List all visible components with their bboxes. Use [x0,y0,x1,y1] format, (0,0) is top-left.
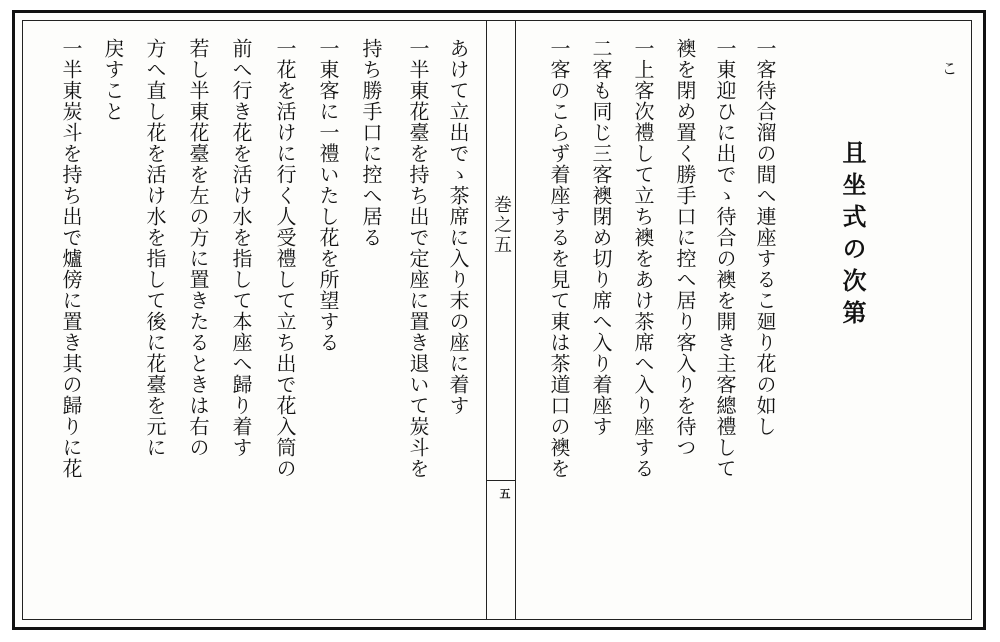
page-number: 五 [498,488,511,499]
right-line-2: 一東迎ひに出でゝ待合の襖を開き主客總禮して [713,38,737,479]
section-title: 且坐式の次第 [838,140,867,332]
gutter-divider [487,480,515,481]
left-line-6: 前へ行き花を活け水を指して本座へ歸り着す [229,38,253,458]
left-line-10: 一半東炭斗を持ち出で爐傍に置き其の歸りに花 [59,38,83,479]
left-line-5: 一花を活けに行く人受禮して立ち出で花入筒の [273,38,297,479]
page-mark: こ [939,60,958,76]
right-line-4: 一上客次禮して立ち襖をあけ茶席へ入り座する [631,38,655,479]
left-line-1: あけて立出でゝ茶席に入り末の座に着す [446,38,470,416]
right-line-6: 一客のこらず着座するを見て東は茶道口の襖を [547,38,571,479]
left-line-8: 方へ直し花を活け水を指して後に花臺を元に [143,38,167,458]
left-line-7: 若し半東花臺を左の方に置きたるときは右の [186,38,210,458]
right-line-1: 一客待合溜の間へ連座するこ廻り花の如し [753,38,777,437]
right-line-5: 二客も同じ三客襖閉め切り席へ入り着座す [589,38,613,437]
left-line-4: 一東客に一禮いたし花を所望する [316,38,340,353]
left-line-3: 持ち勝手口に控へ居る [359,38,383,248]
right-line-3: 襖を閉め置く勝手口に控へ居り客入りを待つ [673,38,697,458]
left-line-2: 一半東花臺を持ち出で定座に置き退いて炭斗を [406,38,430,479]
volume-label: 巻之五 [491,195,512,255]
center-gutter [486,20,516,620]
left-line-9: 戻すこと [101,38,125,122]
